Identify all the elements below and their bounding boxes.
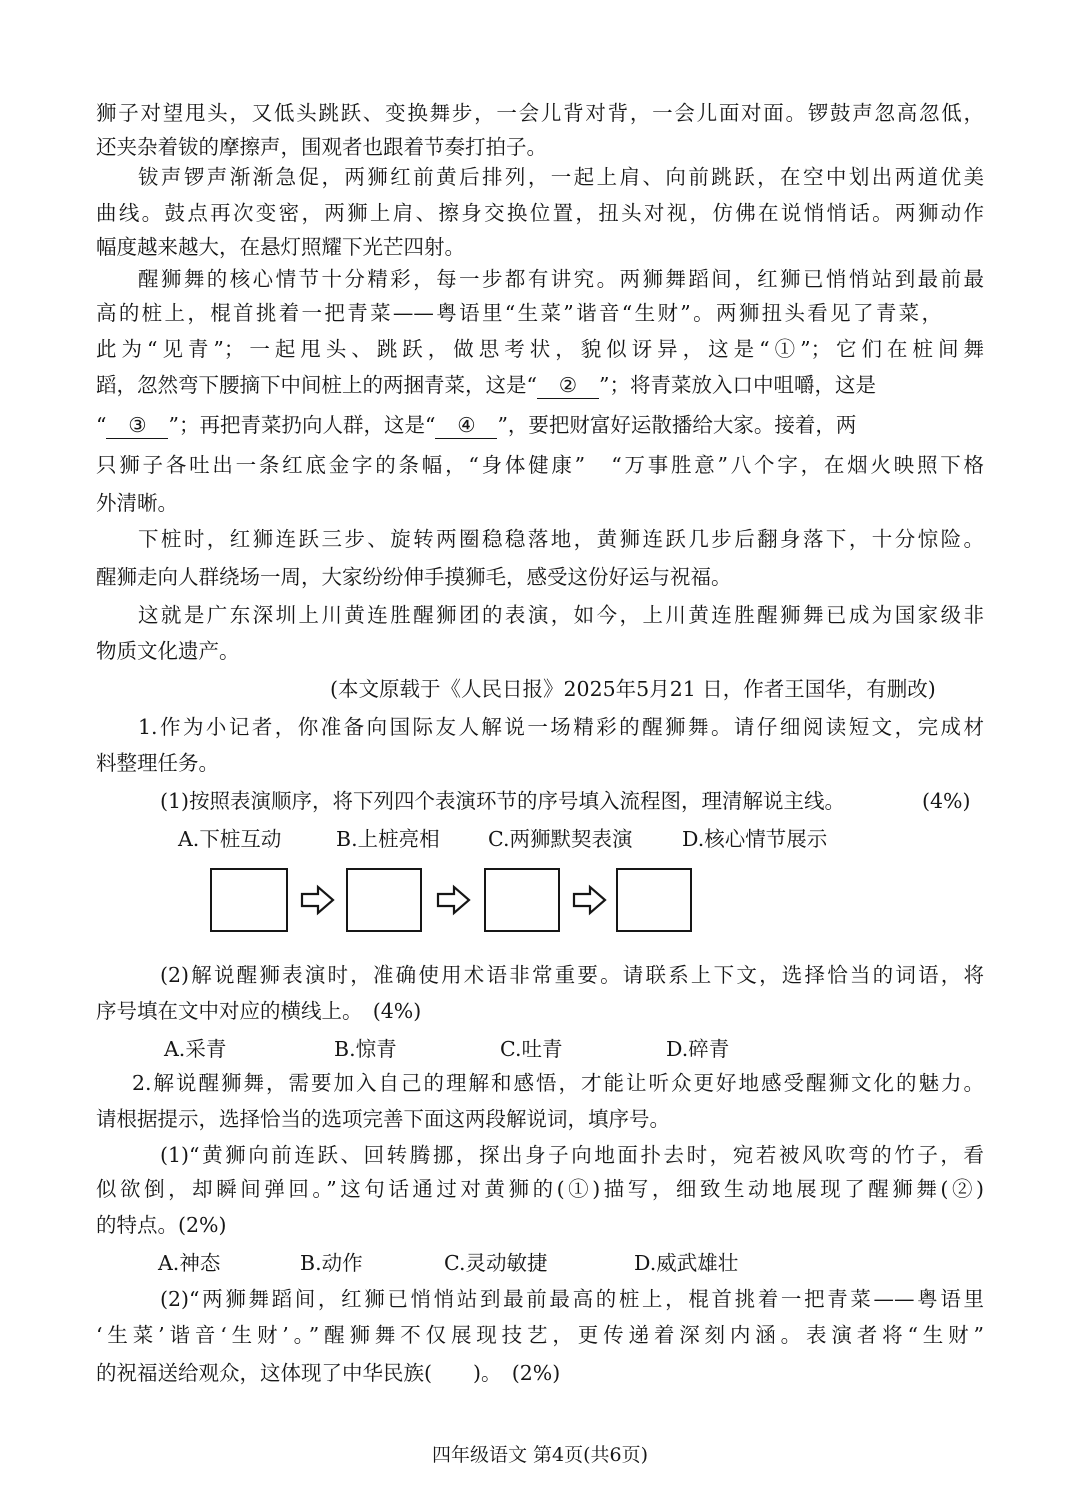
question-2-2: (2)“两狮舞蹈间，红狮已悄悄站到最前最高的桩上，棍首挑着一把青菜——粤语里	[160, 1287, 984, 1311]
option-d: D.碎青	[666, 1037, 730, 1061]
blank-4[interactable]: ④	[435, 412, 497, 439]
passage-line: 醒狮走向人群绕场一周，大家纷纷伸手摸狮毛，感受这份好运与祝福。	[96, 565, 732, 589]
flow-box-3[interactable]	[484, 868, 560, 932]
source-note: (本文原载于《人民日报》2025年5月21 日，作者王国华，有删改)	[330, 677, 936, 701]
passage-line-with-blank	[96, 370, 876, 400]
passage-line: 这就是广东深圳上川黄连胜醒狮团的表演，如今，上川黄连胜醒狮舞已成为国家级非	[138, 603, 984, 627]
score: (4%)	[922, 789, 971, 813]
question-1-stem: 1.作为小记者，你准备向国际友人解说一场精彩的醒狮舞。请仔细阅读短文，完成材	[138, 715, 984, 739]
question-2-2: 的祝福送给观众，这体现了中华民族( )。 (2%)	[96, 1361, 561, 1385]
question-2-2: ‘生菜’谐音‘生财’。”醒狮舞不仅展现技艺，更传递着深刻内涵。表演者将“生财”	[96, 1323, 984, 1347]
question-2-1: 的特点。(2%)	[96, 1213, 227, 1237]
option-b: B.动作	[300, 1251, 363, 1275]
option-c: C.灵动敏捷	[444, 1251, 548, 1275]
flow-box-4[interactable]	[616, 868, 692, 932]
question-1-1: (1)按照表演顺序，将下列四个表演环节的序号填入流程图，理清解说主线。	[160, 789, 846, 813]
question-1-2: (2)解说醒狮表演时，准确使用术语非常重要。请联系上下文，选择恰当的词语，将	[160, 963, 984, 987]
question-2-1: (1)“黄狮向前连跃、回转腾挪，探出身子向地面扑去时，宛若被风吹弯的竹子，看	[160, 1143, 984, 1167]
passage-line: 曲线。鼓点再次变密，两狮上肩、擦身交换位置，扭头对视，仿佛在说悄悄话。两狮动作	[96, 201, 984, 225]
passage-line: 高的桩上，棍首挑着一把青菜——粤语里“生菜”谐音“生财”。两狮扭头看见了青菜，	[96, 301, 942, 325]
passage-line: 外清晰。	[96, 491, 178, 515]
option-a: A.采青	[164, 1037, 227, 1061]
option-a: A.下桩互动	[178, 827, 282, 851]
blank-2[interactable]: ②	[537, 372, 599, 399]
blank-3[interactable]: ③	[106, 412, 168, 439]
passage-line: 醒狮舞的核心情节十分精彩，每一步都有讲究。两狮舞蹈间，红狮已悄悄站到最前最	[138, 267, 984, 291]
question-1-stem: 料整理任务。	[96, 751, 219, 775]
passage-line: 狮子对望甩头，又低头跳跃、变换舞步，一会儿背对背，一会儿面对面。锣鼓声忽高忽低，	[96, 101, 984, 125]
option-b: B.上桩亮相	[336, 827, 440, 851]
option-d: D.威武雄壮	[634, 1251, 739, 1275]
passage-text: ”；将青菜放入口中咀嚼，这是	[598, 373, 876, 397]
passage-line: 幅度越来越大，在悬灯照耀下光芒四射。	[96, 235, 465, 259]
question-2-1: 似欲倒，却瞬间弹回。”这句话通过对黄狮的(①)描写，细致生动地展现了醒狮舞(②)	[96, 1177, 984, 1201]
passage-line: 还夹杂着钹的摩擦声，围观者也跟着节奏打拍子。	[96, 135, 547, 159]
passage-text: ”；再把青菜扔向人群，这是“	[168, 413, 436, 437]
arrow-right-icon	[436, 884, 472, 916]
question-2-stem: 请根据提示，选择恰当的选项完善下面这两段解说词，填序号。	[96, 1107, 670, 1131]
passage-line: 此为“见青”；一起甩头、跳跃，做思考状，貌似讶异，这是“①”；它们在桩间舞	[96, 337, 984, 361]
passage-line: 物质文化遗产。	[96, 639, 240, 663]
option-d: D.核心情节展示	[682, 827, 828, 851]
option-b: B.惊青	[334, 1037, 397, 1061]
passage-text: 蹈，忽然弯下腰摘下中间桩上的两捆青菜，这是“	[96, 373, 537, 397]
arrow-right-icon	[300, 884, 336, 916]
passage-line: 下桩时，红狮连跃三步、旋转两圈稳稳落地，黄狮连跃几步后翻身落下，十分惊险。	[138, 527, 984, 551]
page-footer: 四年级语文 第4页(共6页)	[431, 1444, 649, 1466]
passage-line: 钹声锣声渐渐急促，两狮红前黄后排列，一起上肩、向前跳跃，在空中划出两道优美	[138, 165, 984, 189]
option-c: C.两狮默契表演	[488, 827, 633, 851]
flow-box-1[interactable]	[210, 868, 288, 932]
question-2-stem: 2.解说醒狮舞，需要加入自己的理解和感悟，才能让听众更好地感受醒狮文化的魅力。	[132, 1071, 984, 1095]
arrow-right-icon	[572, 884, 608, 916]
option-c: C.吐青	[500, 1037, 563, 1061]
option-a: A.神态	[158, 1251, 221, 1275]
passage-line-with-blanks	[96, 410, 856, 440]
passage-line: 只狮子各吐出一条红底金字的条幅，“身体健康” “万事胜意”八个字，在烟火映照下格	[96, 453, 984, 477]
passage-text: ”，要把财富好运散播给大家。接着，两	[497, 413, 857, 437]
question-1-2: 序号填在文中对应的横线上。 (4%)	[96, 999, 422, 1023]
flow-box-2[interactable]	[346, 868, 422, 932]
passage-text: “	[96, 413, 107, 437]
